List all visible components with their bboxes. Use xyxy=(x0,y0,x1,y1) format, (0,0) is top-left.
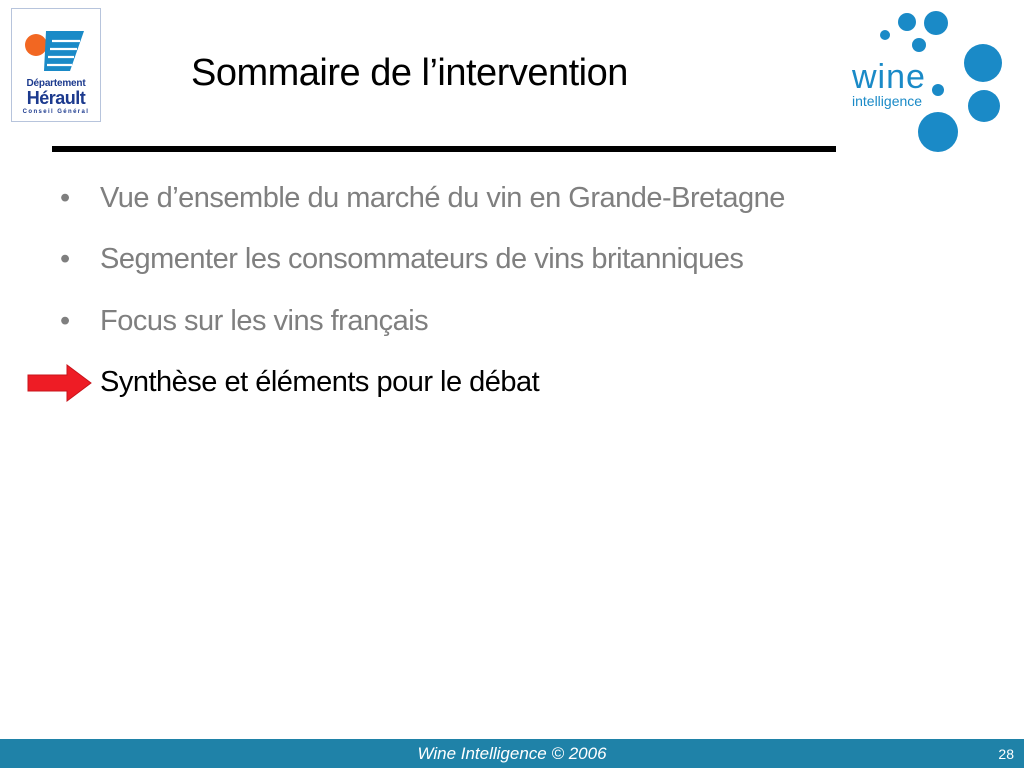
herault-line2: Hérault xyxy=(26,88,86,108)
logo-dot xyxy=(924,11,948,35)
bullet-marker: • xyxy=(60,243,70,275)
title-underline xyxy=(52,146,836,152)
bullet-marker: • xyxy=(60,305,70,337)
wine-logo-tagline: intelligence xyxy=(852,93,923,109)
red-arrow-icon xyxy=(27,364,93,402)
bullet-marker: • xyxy=(60,182,70,214)
footer-credit: Wine Intelligence © 2006 xyxy=(417,744,607,763)
agenda-item-text: Segmenter les consommateurs de vins britanniques xyxy=(100,243,744,275)
agenda-item xyxy=(60,182,785,215)
herault-line1: Département xyxy=(26,78,86,89)
logo-dot xyxy=(932,84,944,96)
page-number: 28 xyxy=(998,746,1014,762)
herault-line3: Conseil Général xyxy=(22,109,90,115)
wine-logo-word: wine xyxy=(852,58,926,96)
footer-bar xyxy=(0,739,1024,768)
logo-dot xyxy=(898,13,916,31)
herault-emblem-icon xyxy=(22,27,92,75)
agenda-item-text: Focus sur les vins français xyxy=(100,305,429,337)
agenda-item xyxy=(60,305,429,338)
agenda-item-current xyxy=(100,366,539,399)
agenda-item-text: Vue d’ensemble du marché du vin en Grande-Bretagne xyxy=(100,182,785,214)
logo-dot xyxy=(912,38,926,52)
agenda-item-text: Synthèse et éléments pour le débat xyxy=(100,366,540,398)
agenda-item xyxy=(60,243,744,276)
herault-logo xyxy=(11,8,101,122)
wine-intelligence-logo xyxy=(846,8,1016,158)
logo-dot xyxy=(880,30,890,40)
logo-dot xyxy=(964,44,1002,82)
slide-title: Sommaire de l’intervention xyxy=(191,52,628,94)
logo-dot xyxy=(968,90,1000,122)
logo-dot xyxy=(918,112,958,152)
